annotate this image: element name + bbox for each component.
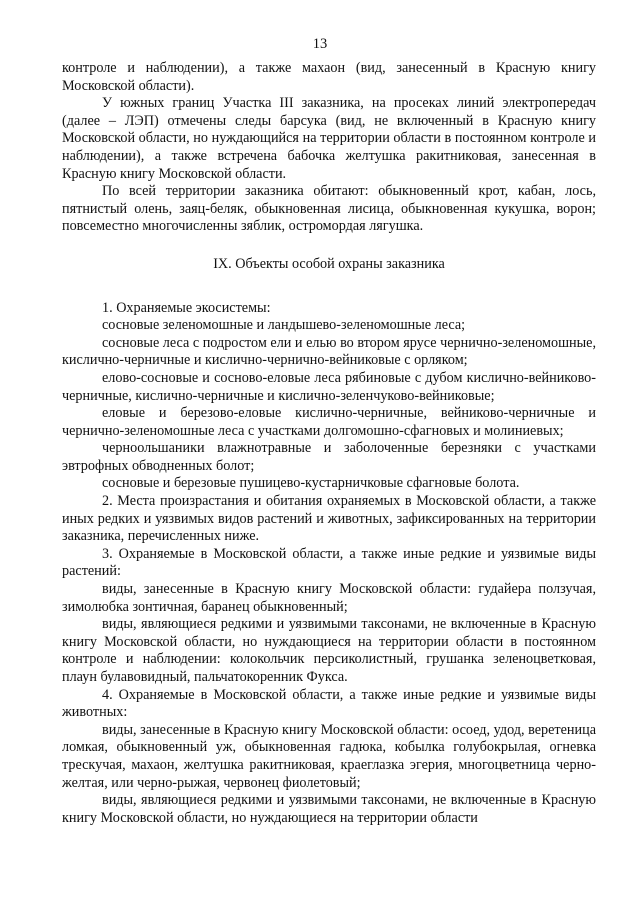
list-item: елово-сосновые и сосново-еловые леса рябиновые с дубом кислично-вейниково-черничные, кислично-черничные и кислично-зеленчуково-вейниковые; xyxy=(62,369,596,404)
list-item: 4. Охраняемые в Московской области, а также иные редкие и уязвимые виды животных: xyxy=(62,686,596,721)
list-item: виды, являющиеся редкими и уязвимыми таксонами, не включенные в Красную книгу Московской области, но нуждающиеся на территории области xyxy=(62,792,596,826)
list-item: 2. Места произрастания и обитания охраняемых в Московской области, а также иных редких и уязвимых видов растений и животных, зафиксированных на территории заказника, перечисленных ниже. xyxy=(62,493,596,545)
paragraph: контроле и наблюдении), а также махаон (вид, занесенный в Красную книгу Московской области). xyxy=(62,60,596,94)
list-item: еловые и березово-еловые кислично-черничные, вейниково-черничные и чернично-зеленомошные леса с участками долгомошно-сфагновых и молиниевых; xyxy=(62,405,596,439)
paragraph: У южных границ Участка III заказника, на просеках линий электропередач (далее – ЛЭП) отмечены следы барсука (вид, не включенный в Красную книгу Московской области, но нуждающийся на территории области в постоянном контроле и наблюдении), а также встречена бабочка желтушка ракитниковая, занесенная в Красную книгу Московской области. xyxy=(62,95,596,182)
list-item: виды, занесенные в Красную книгу Московской области: гудайера ползучая, зимолюбка зонтичная, баранец обыкновенный; xyxy=(62,581,596,615)
section-heading: IX. Объекты особой охраны заказника xyxy=(213,255,445,272)
list-item: виды, являющиеся редкими и уязвимыми таксонами, не включенные в Красную книгу Московской области, но нуждающиеся на территории области в постоянном контроле и наблюдении: колокольчик персиколистный, грушанка зеленоцветковая, плаун булавовидный, пальчатокоренник Фукса. xyxy=(62,616,596,685)
list-item: виды, занесенные в Красную книгу Московской области: осоед, удод, веретеница ломкая, обыкновенный уж, обыкновенная гадюка, кобылка голубокрылая, огневка трескучая, махаон, желтушка ракитниковая, краеглазка эгерия, многоцветница черно-желтая, или черно-рыжая, червонец фиолетовый; xyxy=(62,721,596,791)
document-body xyxy=(62,60,596,827)
paragraph: По всей территории заказника обитают: обыкновенный крот, кабан, лось, пятнистый олень, заяц-беляк, обыкновенная лисица, обыкновенная кукушка, ворон; повсеместно многочисленны зяблик, остромордая лягушка. xyxy=(62,183,596,235)
list-item: 1. Охраняемые экосистемы: xyxy=(102,299,271,316)
list-item: 3. Охраняемые в Московской области, а также иные редкие и уязвимые виды растений: xyxy=(62,545,596,580)
list-item: сосновые леса с подростом ели и елью во втором ярусе чернично-зеленомошные, кислично-черничные и кислично-чернично-вейниковые с орляком; xyxy=(62,334,596,369)
list-item: черноольшаники влажнотравные и заболоченные березняки с участками эвтрофных обводненных болот; xyxy=(62,440,596,474)
list-item: сосновые и березовые пушицево-кустарничковые сфагновые болота. xyxy=(102,475,520,492)
list-item: сосновые зеленомошные и ландышево-зеленомошные леса; xyxy=(102,317,466,334)
page-number: 13 xyxy=(312,36,328,52)
